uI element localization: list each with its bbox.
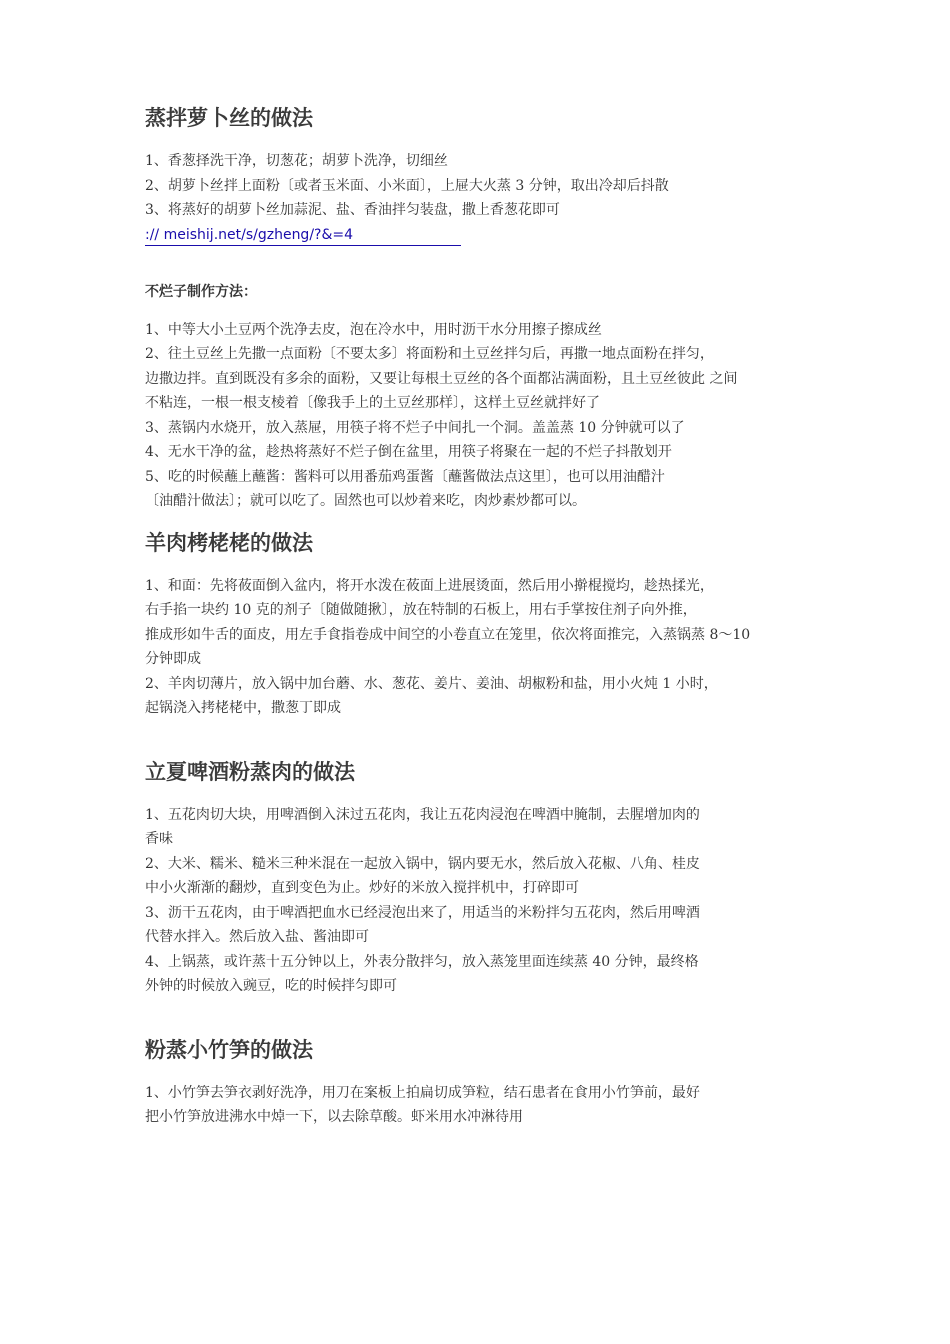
step-line: 2、大米、糯米、糙米三种米混在一起放入锅中，锅内要无水，然后放入花椒、八角、桂皮	[145, 855, 700, 872]
section-title-laolao: 羊肉栲栳栳的做法	[145, 530, 313, 555]
step-line: 右手掐一块约 10 克的剂子〔随做随揪〕，放在特制的石板上，用右手掌按住剂子向外推，	[145, 602, 697, 618]
step-line: 5、吃的时候蘸上蘸酱：酱料可以用番茄鸡蛋酱〔蘸酱做法点这里〕，也可以用油醋汁	[145, 468, 665, 485]
document-page	[145, 100, 835, 1130]
step-line: 边撒边拌。直到既没有多余的面粉，又要让每根土豆丝的各个面都沾满面粉，且土豆丝彼此 之间	[145, 370, 738, 387]
step-line: 1、五花肉切大块，用啤酒倒入沫过五花肉，我让五花肉浸泡在啤酒中腌制，去腥增加肉的	[145, 806, 700, 823]
step-line: 3、将蒸好的胡萝卜丝加蒜泥、盐、香油拌匀装盘，撒上香葱花即可	[145, 202, 560, 218]
step-line: 推成形如牛舌的面皮，用左手食指卷成中间空的小卷直立在笼里，依次将面推完，入蒸锅蒸 8～10	[145, 626, 751, 643]
section-title-bamboo: 粉蒸小竹笋的做法	[145, 1037, 313, 1062]
step-line: 不粘连，一根一根支棱着〔像我手上的土豆丝那样〕，这样土豆丝就拌好了	[145, 395, 600, 411]
step-line: 1、中等大小土豆两个洗净去皮，泡在冷水中，用时沥干水分用擦子擦成丝	[145, 321, 602, 338]
step-line: 外钟的时候放入豌豆，吃的时候拌匀即可	[145, 978, 397, 994]
step-line: 3、沥干五花肉，由于啤酒把血水已经浸泡出来了，用适当的米粉拌匀五花肉，然后用啤酒	[145, 904, 700, 921]
step-line: 2、胡萝卜丝拌上面粉〔或者玉米面、小米面〕，上屉大火蒸 3 分钟，取出冷却后抖散	[145, 177, 669, 194]
step-line: 起锅浇入拷栳栳中，撒葱丁即成	[145, 700, 341, 716]
step-line: 〔油醋汁做法〕；就可以吃了。固然也可以炒着来吃，肉炒素炒都可以。	[145, 493, 586, 509]
section-title-pork: 立夏啤酒粉蒸肉的做法	[145, 759, 355, 784]
section-title-carrot: 蒸拌萝卜丝的做法	[145, 106, 313, 130]
step-line: 代替水拌入。然后放入盐、酱油即可	[145, 929, 369, 945]
step-line: 把小竹笋放进沸水中焯一下，以去除草酸。虾米用水冲淋待用	[145, 1109, 523, 1125]
step-line: 2、羊肉切薄片，放入锅中加台蘑、水、葱花、姜片、姜油、胡椒粉和盐，用小火炖 1 小时，	[145, 675, 718, 692]
step-line: 1、小竹笋去笋衣剥好洗净，用刀在案板上拍扁切成笋粒，结石患者在食用小竹笋前，最好	[145, 1084, 700, 1101]
step-line: 香味	[145, 831, 173, 847]
step-line: 1、香葱择洗干净，切葱花；胡萝卜洗净，切细丝	[145, 153, 448, 169]
step-line: 中小火渐渐的翻炒，直到变色为止。炒好的米放入搅拌机中，打碎即可	[145, 880, 579, 896]
step-line: 分钟即成	[145, 651, 201, 667]
recipe-link[interactable]: :// meishij.net/s/gzheng/?&=4	[145, 225, 461, 246]
step-line: 4、上锅蒸，或许蒸十五分钟以上，外表分散拌匀，放入蒸笼里面连续蒸 40 分钟，最终格	[145, 953, 699, 970]
section-subtitle-bulanzi: 不烂子制作方法：	[145, 283, 257, 300]
step-line: 4、无水干净的盆，趁热将蒸好不烂子倒在盆里，用筷子将聚在一起的不烂子抖散划开	[145, 444, 672, 460]
step-line: 3、蒸锅内水烧开，放入蒸屉，用筷子将不烂子中间扎一个洞。盖盖蒸 10 分钟就可以了	[145, 419, 685, 436]
step-line: 1、和面：先将莜面倒入盆内，将开水泼在莜面上进展烫面，然后用小擀棍搅均，趁热揉光，	[145, 577, 714, 594]
step-line: 2、往土豆丝上先撒一点面粉〔不要太多〕将面粉和土豆丝拌匀后，再撒一地点面粉在拌匀，	[145, 346, 714, 362]
